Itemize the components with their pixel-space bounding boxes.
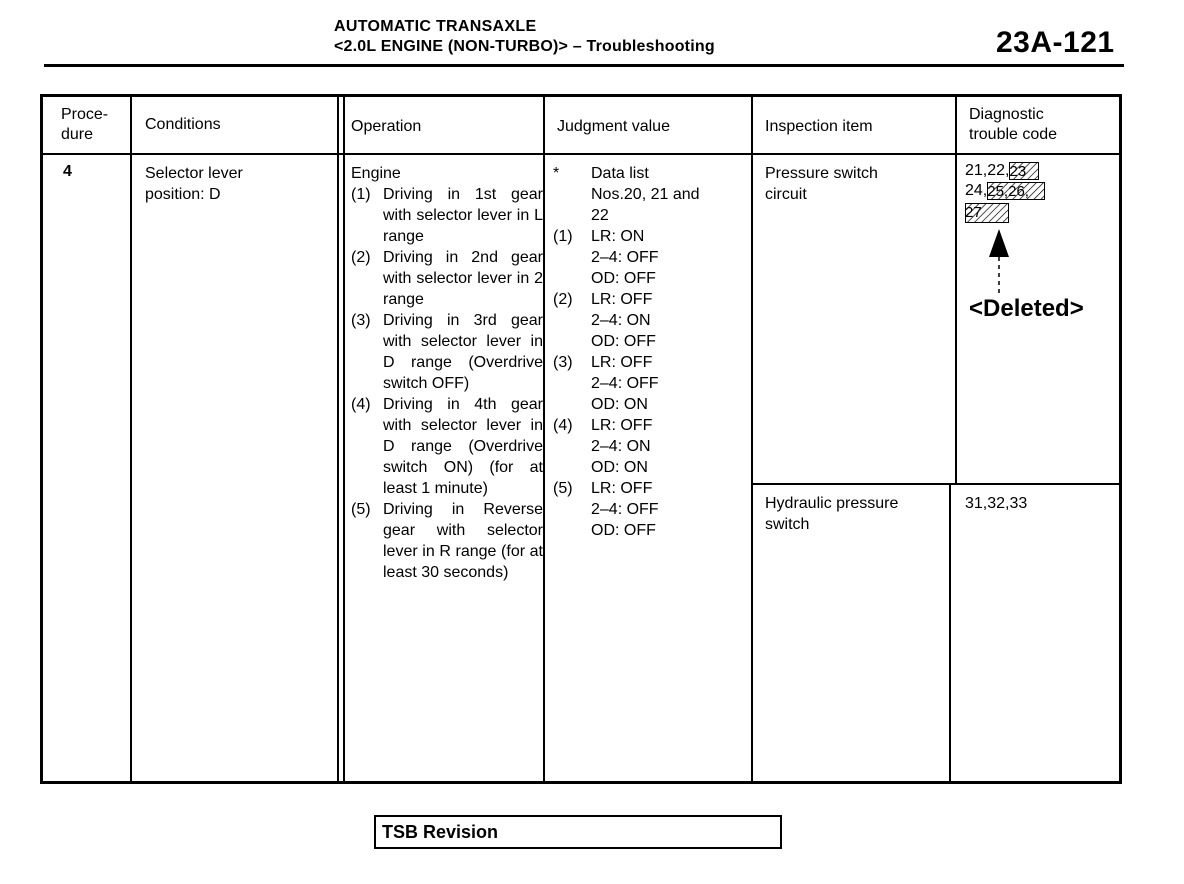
judgment-num: (4) [553,417,573,434]
col-header-dtc: Diagnostic trouble code [969,106,1058,143]
page-number: 23A-121 [996,26,1115,59]
deleted-label: <Deleted> [969,295,1084,322]
operation-item [351,499,543,583]
dtc-deleted-code-text: 25,26, [987,182,1029,200]
judgment-text: LR: OFF 2–4: ON OD: OFF [591,291,656,350]
column-divider [337,97,339,781]
dtc-codes-2: 31,32,33 [965,495,1028,512]
tsb-revision-box: TSB Revision [374,815,782,849]
operation-text: Driving in 3rd gear with selector lever in D range (Overdrive switch OFF) [383,312,543,392]
column-divider [343,97,345,781]
operation-num: (2) [351,249,371,266]
operation-text: Driving in 1st gear with selector lever in L range [383,186,543,245]
operation-lead: Engine [351,165,401,182]
judgment-item [553,415,751,478]
dtc-deleted-code [965,203,1009,223]
judgment-num: (3) [553,354,573,371]
header-row-divider [43,153,1119,155]
col-header-procedure: Proce- dure [61,106,109,143]
header-title-line2 [334,38,715,56]
column-divider [949,483,951,781]
operation-list [351,163,543,583]
dtc-code-text: 21,22, [965,162,1010,179]
judgment-text: LR: OFF 2–4: OFF OD: ON [591,354,659,413]
operation-num: (1) [351,186,371,203]
inspection-row-divider [751,483,1119,485]
inspection-item-1: Pressure switch circuit [765,165,878,203]
operation-text: Driving in 4th gear with selector lever in D range (Overdrive switch ON) (for at least 1 minute) [383,396,543,497]
judgment-text: LR: ON 2–4: OFF OD: OFF [591,228,659,287]
header-section: – Troubleshooting [572,38,715,55]
dtc-line [965,181,1045,201]
column-divider [130,97,132,781]
judgment-item [553,478,751,541]
judgment-num: (1) [553,228,573,245]
dtc-codes-1 [965,161,1045,223]
dtc-deleted-code [987,182,1045,200]
header-subtitle: <2.0L ENGINE (NON-TURBO)> [334,38,569,55]
header-title-line1: AUTOMATIC TRANSAXLE [334,18,537,35]
operation-num: (4) [351,396,371,413]
header-rule [44,64,1124,67]
dtc-line [965,161,1045,181]
operation-item [351,247,543,310]
troubleshooting-table [40,94,1122,784]
judgment-item [553,289,751,352]
operation-item [351,394,543,499]
col-header-operation: Operation [351,118,422,135]
procedure-number: 4 [63,163,72,180]
judgment-num: (5) [553,480,573,497]
operation-item [351,310,543,394]
operation-item [351,184,543,247]
judgment-note [553,163,751,226]
column-divider [543,97,545,781]
col-header-conditions: Conditions [145,116,221,133]
inspection-item-2: Hydraulic pressure switch [765,495,899,533]
operation-text: Driving in Reverse gear with selector lever in R range (for at least 30 seconds) [383,501,543,581]
conditions-text: Selector lever position: D [145,165,243,203]
dtc-line [965,203,1045,223]
judgment-list [553,163,751,541]
judgment-text: LR: OFF 2–4: ON OD: ON [591,417,653,476]
dtc-deleted-code-text: 23 [1009,162,1027,180]
note-mark: * [553,165,560,182]
note-text: Data list Nos.20, 21 and 22 [591,165,700,224]
operation-num: (5) [351,501,371,518]
judgment-item [553,352,751,415]
dtc-code-text: 24, [965,182,988,199]
column-divider [751,97,753,781]
operation-num: (3) [351,312,371,329]
judgment-num: (2) [553,291,573,308]
judgment-text: LR: OFF 2–4: OFF OD: OFF [591,480,659,539]
dtc-deleted-code-text: 27 [965,204,982,221]
arrow-up-icon [988,229,1010,293]
col-header-judgment: Judgment value [557,118,670,135]
dtc-deleted-code [1009,162,1039,180]
judgment-item [553,226,751,289]
col-header-inspection: Inspection item [765,118,873,135]
operation-text: Driving in 2nd gear with selector lever in 2 range [383,249,543,308]
